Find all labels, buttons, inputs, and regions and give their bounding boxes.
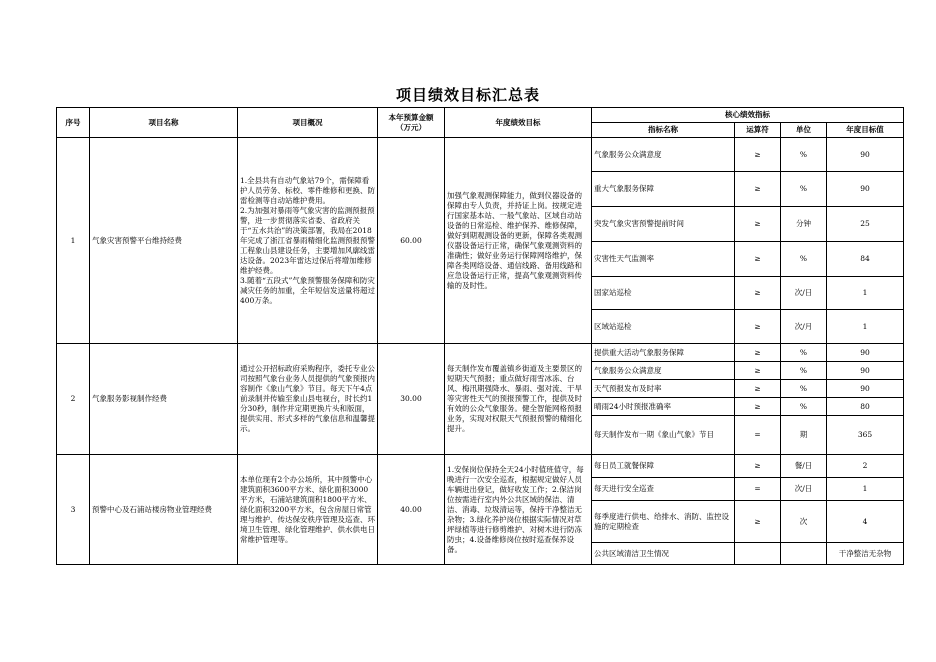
indicator-name: 每日员工就餐保障 <box>592 455 735 478</box>
indicator-target: 84 <box>827 242 904 277</box>
indicator-target: 4 <box>827 501 904 543</box>
header-target: 年度目标值 <box>827 123 904 138</box>
indicator-unit: 次/月 <box>781 310 827 344</box>
indicator-unit: % <box>781 172 827 207</box>
header-indicator-name: 指标名称 <box>592 123 735 138</box>
indicator-operator: ≥ <box>735 242 781 277</box>
indicator-name: 灾害性天气监测率 <box>592 242 735 277</box>
indicator-target: 1 <box>827 310 904 344</box>
indicator-operator: ≥ <box>735 380 781 398</box>
indicator-target: 90 <box>827 362 904 380</box>
indicator-operator: = <box>735 478 781 501</box>
indicator-operator: ≥ <box>735 501 781 543</box>
header-core-indicators: 核心绩效指标 <box>592 108 904 123</box>
project-annual-goal: 加强气象观测保障能力，做到仪器设备的保障由专人负责，并持证上岗。按规定进行国家基本站、一般气象站、区域自动站设备的日常巡检、维护保养、维修保障，做好到期观测设备的更新，保障各类观测仪器设备运行正常，确保气象观测资料的准确性；做好业务运行保障网络维护，保障各类网络设备、通信线路、备用线路和应急设备运行正常，提高气象观测资料传输的及时性。 <box>445 138 592 344</box>
project-budget: 40.00 <box>378 455 445 565</box>
project-annual-goal: 1.安保岗位保持全天24小时值班值守，每晚进行一次安全巡查，根据规定做好人员车辆进出登记，做好收发工作；2.保洁岗位按需进行室内外公共区域的保洁、清洁、消毒、垃圾清运等，保持干净整洁无杂物；3.绿化养护岗位根据实际情况对草坪绿植等进行修剪维护、对树木进行防冻防虫；4.设备维修岗位按时巡查保养设备。 <box>445 455 592 565</box>
project-overview: 本单位现有2个办公场所，其中预警中心建筑面积3600平方米、绿化面积3000平方米，石浦站建筑面积1800平方米、绿化面积3200平方米，包含房屋日常管理与维护、传达保安秩序管理及巡查、环境卫生管理、绿化管理维护、供水供电日常维护管理等。 <box>238 455 378 565</box>
indicator-name: 国家站巡检 <box>592 277 735 310</box>
indicator-operator: ≥ <box>735 398 781 416</box>
indicator-name: 区域站巡检 <box>592 310 735 344</box>
indicator-name: 公共区域清洁卫生情况 <box>592 543 735 565</box>
indicator-name: 重大气象服务保障 <box>592 172 735 207</box>
indicator-target: 干净整洁无杂物 <box>827 543 904 565</box>
indicator-target: 90 <box>827 380 904 398</box>
header-overview: 项目概况 <box>238 108 378 138</box>
indicator-target: 365 <box>827 416 904 455</box>
indicator-operator <box>735 543 781 565</box>
indicator-target: 1 <box>827 277 904 310</box>
indicator-unit: 次/日 <box>781 478 827 501</box>
header-project-name: 项目名称 <box>90 108 238 138</box>
project-overview: 1.全县共有自动气象站79个，需保障看护人员劳务、标校、零件维修和更换、防雷检测等自动站维护费用。 2.为加强对暴雨等气象灾害的监测预报预警，进一步贯彻落实省委、省政府关于“五水共治”的决策部署，我局在2018年完成了浙江省暴雨精细化监测预报预警工程象山县建设任务，主要增加风廓线雷达设备。2023年雷达过保后将增加维修维护经费。 3.随着“五段式”气象预警服务保障和防灾减灾任务的加重，全年短信发送量将超过400万条。 <box>238 138 378 344</box>
indicator-unit: % <box>781 398 827 416</box>
indicator-target: 80 <box>827 398 904 416</box>
project-name: 气象服务影视制作经费 <box>90 344 238 455</box>
header-unit: 单位 <box>781 123 827 138</box>
header-annual-goal: 年度绩效目标 <box>445 108 592 138</box>
performance-table <box>56 107 904 565</box>
indicator-name: 气象服务公众满意度 <box>592 362 735 380</box>
indicator-target: 90 <box>827 344 904 362</box>
indicator-target: 90 <box>827 172 904 207</box>
indicator-name: 每天进行安全巡查 <box>592 478 735 501</box>
indicator-operator: ≥ <box>735 455 781 478</box>
indicator-unit <box>781 543 827 565</box>
indicator-name: 突发气象灾害预警提前时间 <box>592 207 735 242</box>
project-seq: 3 <box>57 455 90 565</box>
project-name: 预警中心及石浦站楼房物业管理经费 <box>90 455 238 565</box>
indicator-target: 2 <box>827 455 904 478</box>
indicator-name: 每季度进行供电、给排水、消防、监控设施的定期检查 <box>592 501 735 543</box>
indicator-operator: ≥ <box>735 207 781 242</box>
indicator-operator: ≥ <box>735 138 781 172</box>
indicator-unit: % <box>781 242 827 277</box>
indicator-unit: 次/日 <box>781 277 827 310</box>
indicator-unit: 次 <box>781 501 827 543</box>
indicator-name: 天气预报发布及时率 <box>592 380 735 398</box>
indicator-target: 1 <box>827 478 904 501</box>
header-seq: 序号 <box>57 108 90 138</box>
indicator-unit: % <box>781 380 827 398</box>
indicator-unit: % <box>781 344 827 362</box>
indicator-target: 25 <box>827 207 904 242</box>
indicator-unit: % <box>781 138 827 172</box>
header-budget: 本年预算金额 （万元） <box>378 108 445 138</box>
project-seq: 1 <box>57 138 90 344</box>
indicator-operator: ≥ <box>735 362 781 380</box>
indicator-name: 每天制作发布一期《象山气象》节目 <box>592 416 735 455</box>
project-overview: 通过公开招标政府采购程序，委托专业公司按照气象台业务人员提供的气象预报内容制作《象山气象》节目。每天下午4点前录制并传输至象山县电视台，时长约1分30秒，制作并定期更换片头和版面，提供实用、形式多样的气象信息和温馨提示。 <box>238 344 378 455</box>
indicator-unit: 分钟 <box>781 207 827 242</box>
project-budget: 30.00 <box>378 344 445 455</box>
project-name: 气象灾害预警平台维持经费 <box>90 138 238 344</box>
project-seq: 2 <box>57 344 90 455</box>
header-operator: 运算符 <box>735 123 781 138</box>
page-title: 项目绩效目标汇总表 <box>395 86 540 104</box>
indicator-unit: 期 <box>781 416 827 455</box>
indicator-unit: 餐/日 <box>781 455 827 478</box>
project-budget: 60.00 <box>378 138 445 344</box>
indicator-unit: % <box>781 362 827 380</box>
indicator-operator: ≥ <box>735 277 781 310</box>
project-annual-goal: 每天制作发布覆盖镇乡街道及主要景区的短期天气预报；重点做好雨雪冰冻、台风、梅汛期强降水、暴雨、强对流、干旱等灾害性天气的预报预警工作，提供及时有效的公众气象服务。健全智能网格预报业务，实现对权限天气预报预警的精细化提升。 <box>445 344 592 455</box>
indicator-name: 晴雨24小时预报准确率 <box>592 398 735 416</box>
indicator-operator: = <box>735 416 781 455</box>
indicator-target: 90 <box>827 138 904 172</box>
indicator-name: 气象服务公众满意度 <box>592 138 735 172</box>
indicator-name: 提供重大活动气象服务保障 <box>592 344 735 362</box>
indicator-operator: ≥ <box>735 172 781 207</box>
indicator-operator: ≥ <box>735 344 781 362</box>
indicator-operator: ≥ <box>735 310 781 344</box>
